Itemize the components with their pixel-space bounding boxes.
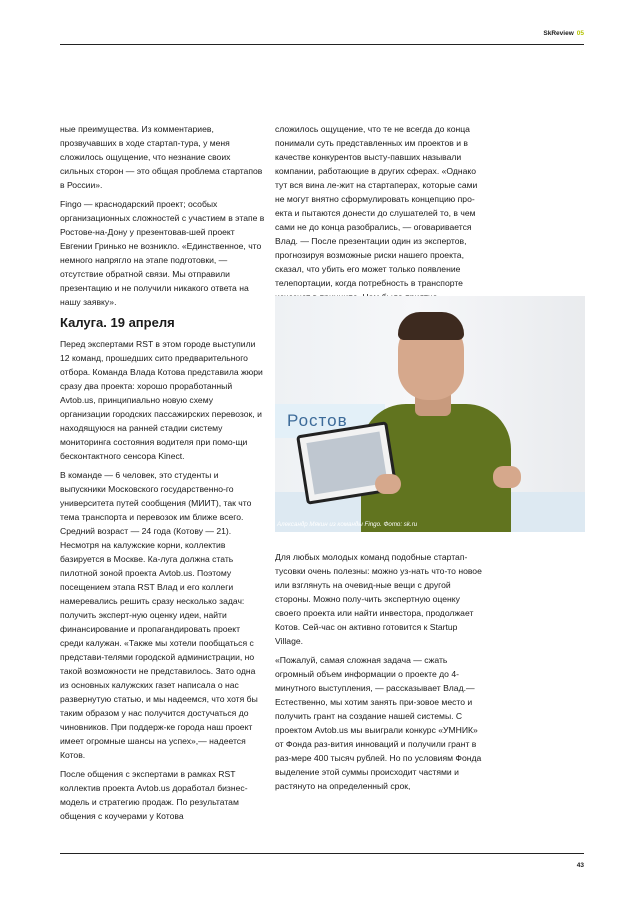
photo-banner-text: Ростов — [287, 411, 348, 430]
footer-rule — [60, 853, 584, 854]
publication-name: SkReview — [543, 30, 574, 37]
section-heading: Калуга. 19 апреля — [60, 315, 175, 330]
page-header — [60, 30, 584, 44]
paragraph: сложилось ощущение, что те не всегда до конца понимали суть представленных им проектов и в качестве конкурентов высту-павших называли компании, работающие в других сферах. «Однако тут вся вина ле-жит на стартаперах, которые сами не могут внятно сформулировать концепцию про-екта и пытаются донести до слушателей то, в чем сами не до конца разобрались, — оговаривается Влад. — После презентации один из экспертов, прогнозируя возможные риски нашего проекта, сказал, что убить его может только появление телепортации, когда потребность в транспорте — [275, 124, 478, 288]
right-column-top — [275, 122, 487, 309]
left-column — [60, 122, 265, 828]
person-hand-right — [493, 466, 521, 488]
person-hair — [398, 312, 464, 340]
paragraph: Для любых молодых команд подобные стартап- тусовки очень полезны: можно уз-нать что-то новое или взглянуть на очевид-ные вещи с другой стороны. Можно полу-чить экспертную оценку своего проекта или найти инвестора, продолжает Котов. Сей-час он активно готовится к Startup Village. — [275, 552, 482, 646]
paragraph: В команде — 6 человек, это студенты и выпускники Московского государственно-го университета путей сообщения (МИИТ), так что тема транспорта и перевозок им ближе всего. Средний возраст — 24 года (Котову — 21). Несмотря на калужские корни, коллектив базируется в Москве. Ка-луга должна стать пилотной зоной проекта Avtob.us. Поэтому посещением этапа RST Влад и его коллеги намеревались решить сразу несколько задач: получить эксперт-ную оценку идеи, найти финансирование и пропагандировать проект среди калужан. «Также мы хотели пообщаться с представи-телями городской администрации, но такой возможности не представилось. Зато одна из основных калужских газет написала о нас развернутую статью, и мы надеемся, что хотя бы таким образом у нас получится достучаться до чиновников. При поддерж-ке города наш проект имеет огромные шансы на успех»,— надеется Котов. — [60, 470, 258, 760]
paragraph: Перед экспертами RST в этом городе выступили 12 команд, прошедших сито предварительного отбора. Команда Влада Котова представила жюри сразу два проекта: хорошо проработанный Avtob.us, принципиально новую схему организации городских пассажирских перевозок, и находящуюся на ранней стадии систему мониторинга состояния водителя при помо-щи бесконтактного сенсора Kinect. — [60, 339, 263, 461]
paragraph: Fingo — краснодарский проект; особых организационных сложностей с участием в этапе в Ростове-на-Дону у презентовав-шей проект Евгении Гринько не возникло. «Единственное, что немного напрягло на этапе подготовки, — отсутствие обратной связи. Мы отправили презентацию и не получили никакого ответа на нашу заявку». — [60, 199, 265, 307]
paragraph: ные преимущества. Из комментариев, прозвучавших в ходе стартап-тура, у меня сложилось ощущение, что незнание своих сильных сторон — это общая проблема стартапов в России». — [60, 124, 263, 190]
right-column-bottom — [275, 550, 487, 798]
article-photo — [275, 296, 585, 532]
issue-number: 05 — [576, 30, 584, 37]
photo-caption: Александр Мякин из команды Fingo. Фото: sk.ru — [277, 521, 418, 528]
paragraph: После общения с экспертами в рамках RST коллектив проекта Avtob.us доработал бизнес-модель и стратегию продаж. По результатам общения с коучерами у Котова — [60, 769, 248, 821]
page-number: 43 — [576, 862, 584, 869]
person-hand-left — [375, 474, 401, 494]
paragraph: «Пожалуй, самая сложная задача — сжать огромный объем информации о проекте до 4-минутного выступления, — рассказывает Влад.— Естественно, мы хотим занять при-зовое место и получить грант на создание нашей системы. С проектом Avtob.us мы выиграли конкурс «УМНИК» от Фонда раз-вития инноваций и получили грант в раз-мере 400 тысяч рублей. Но по условиям Фонда выделение этой суммы происходит частями и растянуто на определенный срок, — [275, 655, 482, 791]
header-rule — [60, 44, 584, 45]
